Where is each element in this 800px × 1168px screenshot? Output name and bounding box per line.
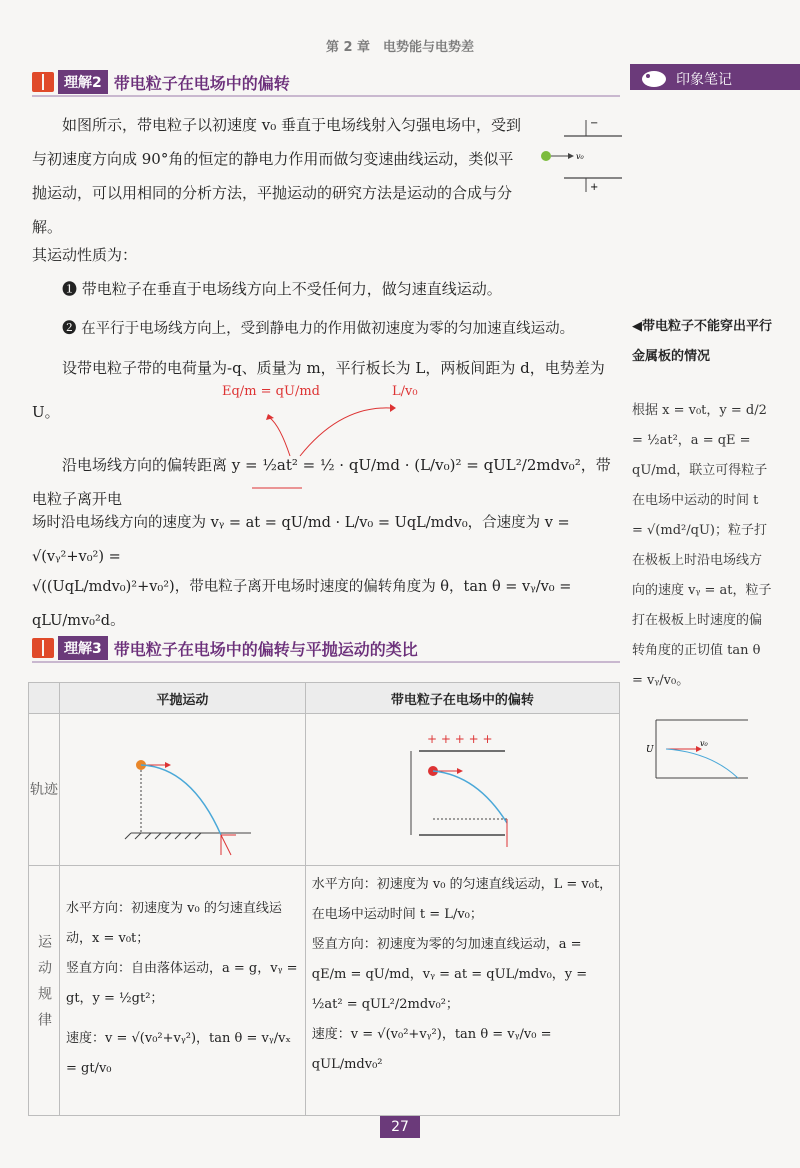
- col-charged-particle: 带电粒子在电场中的偏转: [305, 683, 619, 714]
- section-heading-1: [32, 70, 290, 94]
- charged-horizontal: 水平方向：初速度为 v₀ 的匀速直线运动，L = v₀t，在电场中运动时间 t = L/v₀；: [311, 877, 613, 922]
- divider: [32, 95, 620, 97]
- property-1: ❶ 带电粒子在垂直于电场线方向上不受任何力，做匀速直线运动。: [62, 280, 502, 298]
- section-title: 带电粒子在电场中的偏转: [113, 73, 290, 93]
- divider: [32, 661, 620, 663]
- exit-velocity: 场时沿电场线方向的速度为 vᵧ = at = qU/md · L/v₀ = UqL/mdv₀，合速度为 v = √(vᵧ²+v₀²) =: [32, 515, 570, 565]
- projectile-laws: [60, 866, 306, 1116]
- deflection-angle: √((UqL/mdv₀)²+v₀²)，带电粒子离开电场时速度的偏转角度为 θ，tan θ = vᵧ/v₀ = qLU/mv₀²d。: [32, 579, 572, 629]
- svg-text:+: +: [590, 182, 599, 192]
- projectile-velocity: 速度：v = √(v₀²+vᵧ²)，tan θ = vᵧ/vₓ = gt/v₀: [66, 1031, 291, 1076]
- annotation-acceleration: Eq/m = qU/md: [222, 384, 320, 399]
- projectile-horizontal: 水平方向：初速度为 v₀ 的匀速直线运动，x = v₀t；: [66, 901, 282, 946]
- intro-paragraph: 如图所示，带电粒子以初速度 v₀ 垂直于电场线射入匀强电场中，受到与初速度方向成 90°角的恒定的静电力作用而做匀变速曲线运动，类似平抛运动，可以用相同的分析方法，平抛运动的研究方法是运动的合成与分解。: [32, 116, 522, 236]
- section-heading-2: [32, 636, 418, 660]
- page-number: 27: [380, 1116, 420, 1138]
- motion-properties-label: 其运动性质为：: [32, 246, 138, 264]
- side-diagram: [640, 716, 750, 786]
- side-note-heading: ◀带电粒子不能穿出平行金属板的情况: [632, 319, 772, 364]
- book-icon: [32, 638, 54, 658]
- charged-laws: [305, 866, 619, 1116]
- comparison-table: [28, 682, 620, 1116]
- projectile-diagram-cell: [60, 714, 306, 866]
- section-tag: 理解3: [58, 636, 108, 660]
- elephant-icon: [634, 64, 674, 90]
- field-diagram: [536, 112, 626, 192]
- projectile-diagram: [61, 715, 301, 860]
- chapter-header: 第 2 章 电势能与电势差: [325, 40, 475, 55]
- svg-text:−: −: [590, 118, 599, 129]
- charged-diagram-cell: [305, 714, 619, 866]
- annotation-time: L/v₀: [392, 384, 418, 399]
- row-motion-law: 运动规律: [29, 866, 60, 1116]
- side-note-body: 根据 x = v₀t，y = d/2 = ½at²，a = qE = qU/md，联立可得粒子在电场中运动的时间 t = √(md²/qU)；粒子打在极板上时沿电场线方向的速度 vᵧ = at，粒子打在极板上时速度的偏转角度的正切值 tan θ = vᵧ/v₀。: [632, 403, 772, 688]
- charged-particle-diagram: [307, 715, 607, 860]
- charged-velocity: 速度：v = √(v₀²+vᵧ²)，tan θ = vᵧ/v₀ = qUL/mdv₀²: [311, 1027, 552, 1072]
- svg-text:v₀: v₀: [700, 739, 708, 748]
- notes-panel-header: [630, 64, 800, 90]
- deflection-distance: 沿电场线方向的偏转距离 y = ½at² = ½ · qU/md · (L/v₀)² = qUL²/2mdv₀²，带电粒子离开电: [32, 456, 611, 508]
- property-2: ❷ 在平行于电场线方向上，受到静电力的作用做初速度为零的匀加速直线运动。: [62, 321, 575, 337]
- setup-paragraph: 设带电粒子带的电荷量为-q、质量为 m，平行板长为 L，两板间距为 d，电势差为 U。: [32, 359, 605, 421]
- notes-title: 印象笔记: [676, 72, 732, 88]
- svg-text:U: U: [646, 745, 654, 755]
- svg-text:+ + + + +: + + + + +: [426, 732, 493, 746]
- projectile-vertical: 竖直方向：自由落体运动，a = g，vᵧ = gt，y = ½gt²；: [66, 961, 298, 1006]
- charged-vertical: 竖直方向：初速度为零的匀加速直线运动，a = qE/m = qU/md，vᵧ = at = qUL/mdv₀，y = ½at² = qUL²/2mdv₀²；: [311, 937, 588, 1012]
- svg-text:v₀: v₀: [576, 152, 584, 161]
- row-trajectory: 轨迹: [29, 714, 60, 866]
- section-title: 带电粒子在电场中的偏转与平抛运动的类比: [113, 639, 418, 659]
- section-tag: 理解2: [58, 70, 108, 94]
- col-projectile: 平抛运动: [60, 683, 306, 714]
- book-icon: [32, 72, 54, 92]
